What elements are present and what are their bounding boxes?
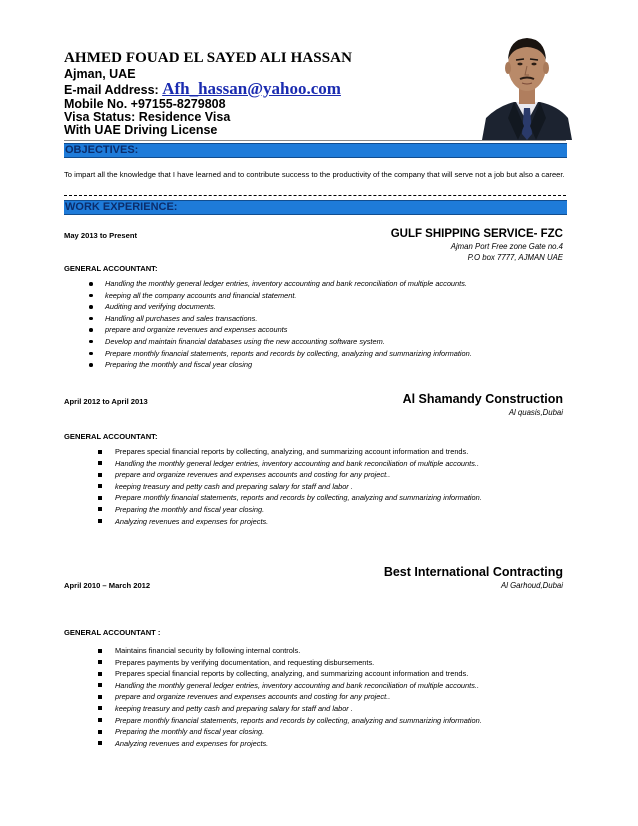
job-date: April 2010 – March 2012 <box>64 581 151 590</box>
list-item: Prepare monthly financial statements, reports and records by collecting, analyzing and summarizing information. <box>89 715 482 727</box>
job-address-line: Al Garhoud,Dubai <box>501 581 563 590</box>
list-item: Preparing the monthly and fiscal year closing. <box>89 726 482 738</box>
bullet-icon <box>98 695 102 699</box>
bullet-icon <box>98 507 102 511</box>
list-item: Maintains financial security by following internal controls. <box>89 645 482 657</box>
bullet-icon <box>89 282 93 286</box>
bullet-icon <box>98 484 102 488</box>
candidate-name: AHMED FOUAD EL SAYED ALI HASSAN <box>64 50 353 66</box>
header-divider <box>64 140 566 141</box>
bullet-icon <box>89 352 93 356</box>
list-item: Handling the monthly general ledger entries, inventory accounting and bank reconciliation of multiple accounts.. <box>89 458 482 470</box>
list-item: Auditing and verifying documents. <box>80 301 472 313</box>
job-date: April 2012 to April 2013 <box>64 397 148 406</box>
bullet-icon <box>89 317 93 321</box>
job-duties-list <box>80 278 472 371</box>
job-company: GULF SHIPPING SERVICE- FZC <box>390 228 563 240</box>
email-link[interactable]: Afh_hassan@yahoo.com <box>162 79 341 98</box>
dashed-divider <box>64 189 566 196</box>
list-item: Prepares special financial reports by collecting, analyzing, and summarizing account information and trends. <box>89 668 482 680</box>
bullet-icon <box>98 519 102 523</box>
list-item: Analyzing revenues and expenses for projects. <box>89 516 482 528</box>
bullet-icon <box>89 294 93 298</box>
bullet-icon <box>98 461 102 465</box>
list-item: Handling the monthly general ledger entries, inventory accounting and bank reconciliation of multiple accounts. <box>80 278 472 290</box>
candidate-address: Ajman, UAE <box>64 67 136 81</box>
bullet-icon <box>98 706 102 710</box>
objectives-text: To impart all the knowledge that I have learned and to contribute success to the productivity of the company that will serve not a job but also a career. <box>64 170 565 179</box>
bullet-icon <box>98 672 102 676</box>
list-item: Prepares payments by verifying documentation, and requesting disbursements. <box>89 657 482 669</box>
list-item: Develop and maintain financial databases using the new accounting software system. <box>80 336 472 348</box>
mobile-number: Mobile No. +97155-8279808 <box>64 97 226 111</box>
visa-status: Visa Status: Residence Visa <box>64 110 231 124</box>
list-item: Preparing the monthly and fiscal year closing. <box>89 504 482 516</box>
job-duties-list <box>89 446 482 527</box>
job-company: Al Shamandy Construction <box>402 392 563 406</box>
bullet-icon <box>89 340 93 344</box>
bullet-icon <box>98 649 102 653</box>
list-item: Handling the monthly general ledger entries, inventory accounting and bank reconciliation of multiple accounts.. <box>89 680 482 692</box>
job-duties-list <box>89 645 482 749</box>
bullet-icon <box>98 730 102 734</box>
list-item: Prepare monthly financial statements, reports and records by collecting, analyzing and summarizing information. <box>80 348 472 360</box>
list-item: keeping treasury and petty cash and preparing salary for staff and labor . <box>89 481 482 493</box>
job-role: GENERAL ACCOUNTANT: <box>64 432 158 441</box>
bullet-icon <box>98 741 102 745</box>
list-item: prepare and organize revenues and expenses accounts and costing for any project.. <box>89 469 482 481</box>
list-item: Preparing the monthly and fiscal year closing <box>80 359 472 371</box>
job-address-line: Ajman Port Free zone Gate no.4 <box>450 242 563 251</box>
list-item: prepare and organize revenues and expenses accounts and costing for any project.. <box>89 691 482 703</box>
list-item: Handling all purchases and sales transactions. <box>80 313 472 325</box>
work-experience-heading: WORK EXPERIENCE: <box>64 200 567 215</box>
list-item: prepare and organize revenues and expenses accounts <box>80 324 472 336</box>
list-item: Prepares special financial reports by collecting, analyzing, and summarizing account information and trends. <box>89 446 482 458</box>
list-item: Prepare monthly financial statements, reports and records by collecting, analyzing and summarizing information. <box>89 492 482 504</box>
driving-license: With UAE Driving License <box>64 123 218 137</box>
job-company: Best International Contracting <box>383 565 563 579</box>
bullet-icon <box>98 660 102 664</box>
bullet-icon <box>89 305 93 309</box>
bullet-icon <box>98 683 102 687</box>
job-address-line: Al quasis,Dubai <box>508 408 563 417</box>
job-role: GENERAL ACCOUNTANT: <box>64 264 158 273</box>
profile-photo <box>478 22 576 140</box>
email-label: E-mail Address: <box>64 83 159 97</box>
job-address-line: P.O box 7777, AJMAN UAE <box>467 253 563 262</box>
bullet-icon <box>98 450 102 454</box>
objectives-heading: OBJECTIVES: <box>64 143 567 158</box>
job-date: May 2013 to Present <box>64 231 138 240</box>
bullet-icon <box>89 328 93 332</box>
bullet-icon <box>89 363 93 367</box>
job-role: GENERAL ACCOUNTANT : <box>64 628 161 637</box>
list-item: Analyzing revenues and expenses for projects. <box>89 738 482 750</box>
bullet-icon <box>98 496 102 500</box>
bullet-icon <box>98 718 102 722</box>
bullet-icon <box>98 473 102 477</box>
email-line <box>64 79 341 98</box>
list-item: keeping treasury and petty cash and preparing salary for staff and labor . <box>89 703 482 715</box>
list-item: keeping all the company accounts and financial statement. <box>80 290 472 302</box>
